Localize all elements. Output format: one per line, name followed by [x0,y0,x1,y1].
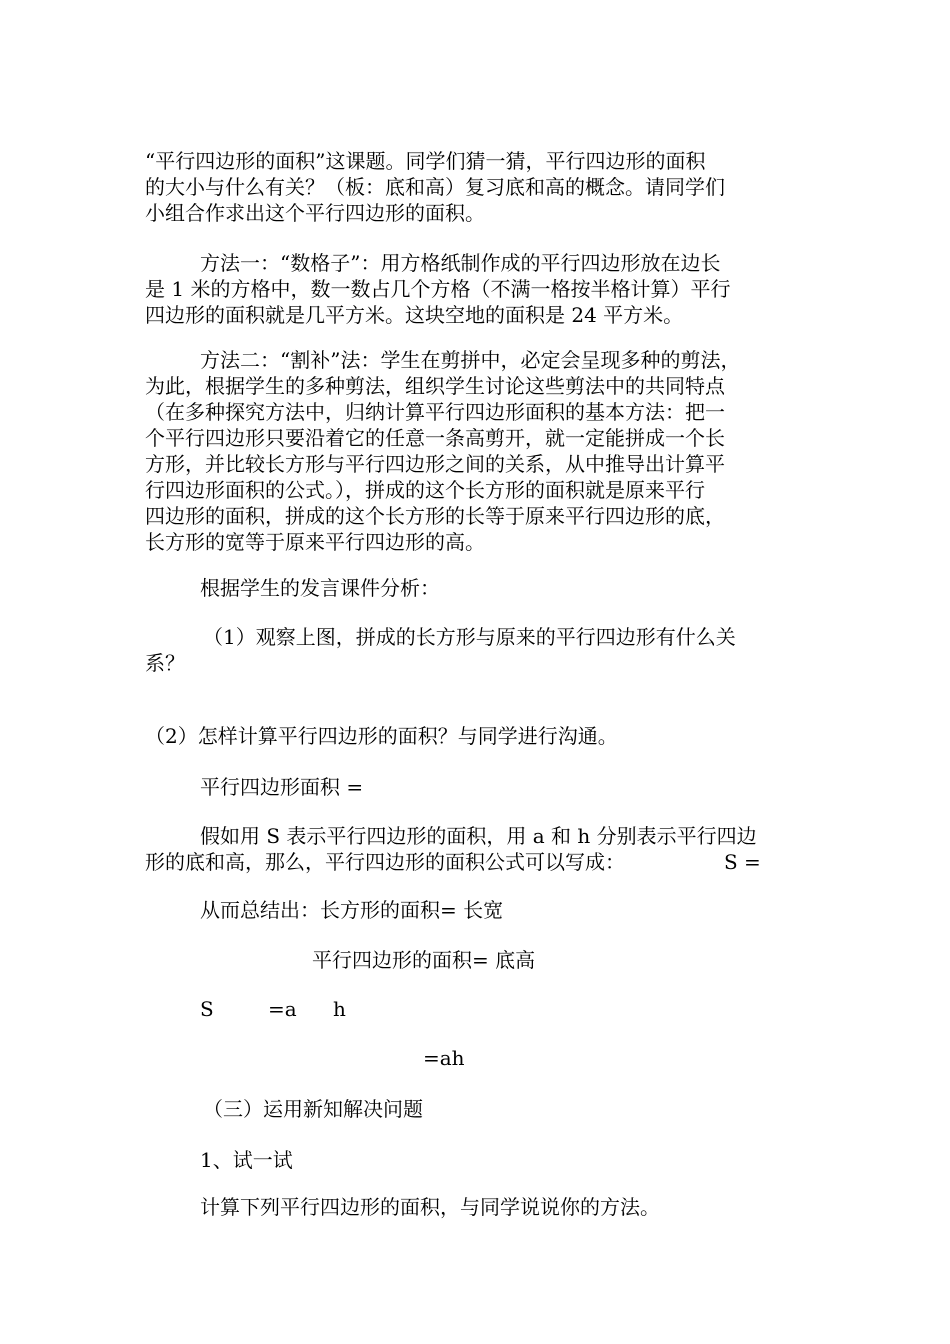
paragraph-3-line-2: 为此，根据学生的多种剪法，组织学生讨论这些剪法中的共同特点 [145,374,725,398]
paragraph-3-line-4: 个平行四边形只要沿着它的任意一条高剪开，就一定能拼成一个长 [145,426,725,450]
paragraph-3-line-5: 方形，并比较长方形与平行四边形之间的关系，从中推导出计算平 [145,452,725,476]
summary-line-1: 从而总结出：长方形的面积= 长宽 [200,898,504,922]
question-1-line-1: （1）观察上图，拼成的长方形与原来的平行四边形有什么关 [203,625,736,649]
paragraph-1-line-3: 小组合作求出这个平行四边形的面积。 [145,201,485,225]
paragraph-3-line-6: 行四边形面积的公式。），拼成的这个长方形的面积就是原来平行 [145,478,705,502]
paragraph-3-line-8: 长方形的宽等于原来平行四边形的高。 [145,530,485,554]
paragraph-1-line-2: 的大小与什么有关？（板：底和高）复习底和高的概念。请同学们 [145,175,725,199]
try-heading: 1、试一试 [200,1148,293,1172]
question-2: （2）怎样计算平行四边形的面积？与同学进行沟通。 [145,724,618,748]
paragraph-1-line-1: “平行四边形的面积”这课题。同学们猜一猜，平行四边形的面积 [145,149,706,173]
paragraph-2-line-3: 四边形的面积就是几平方米。这块空地的面积是 24 平方米。 [145,303,684,327]
paragraph-5-line-1: 假如用 S 表示平行四边形的面积，用 a 和 h 分别表示平行四边 [200,824,757,848]
question-1-line-2: 系？ [145,651,185,675]
area-equation: 平行四边形面积 = [200,775,364,799]
paragraph-3-line-7: 四边形的面积，拼成的这个长方形的长等于原来平行四边形的底， [145,504,725,528]
paragraph-5-line-2: 形的底和高，那么，平行四边形的面积公式可以写成： [145,850,625,874]
section-3-heading: （三）运用新知解决问题 [203,1097,423,1121]
paragraph-2-line-2: 是 1 米的方格中，数一数占几个方格（不满一格按半格计算）平行 [145,277,731,301]
paragraph-3-line-1: 方法二：“割补”法：学生在剪拼中，必定会呈现多种的剪法， [200,348,741,372]
paragraph-2-line-1: 方法一：“数格子”：用方格纸制作成的平行四边形放在边长 [200,251,721,275]
formula-h: h [333,997,346,1021]
task-text: 计算下列平行四边形的面积，与同学说说你的方法。 [200,1195,660,1219]
formula-a: =a [268,997,297,1021]
summary-line-2: 平行四边形的面积= 底高 [312,948,536,972]
formula-s: S [200,997,214,1021]
formula-ah: =ah [423,1046,465,1070]
paragraph-3-line-3: （在多种探究方法中，归纳计算平行四边形面积的基本方法：把一 [145,400,725,424]
paragraph-4: 根据学生的发言课件分析： [200,576,440,600]
paragraph-5-formula: S = [724,850,761,874]
